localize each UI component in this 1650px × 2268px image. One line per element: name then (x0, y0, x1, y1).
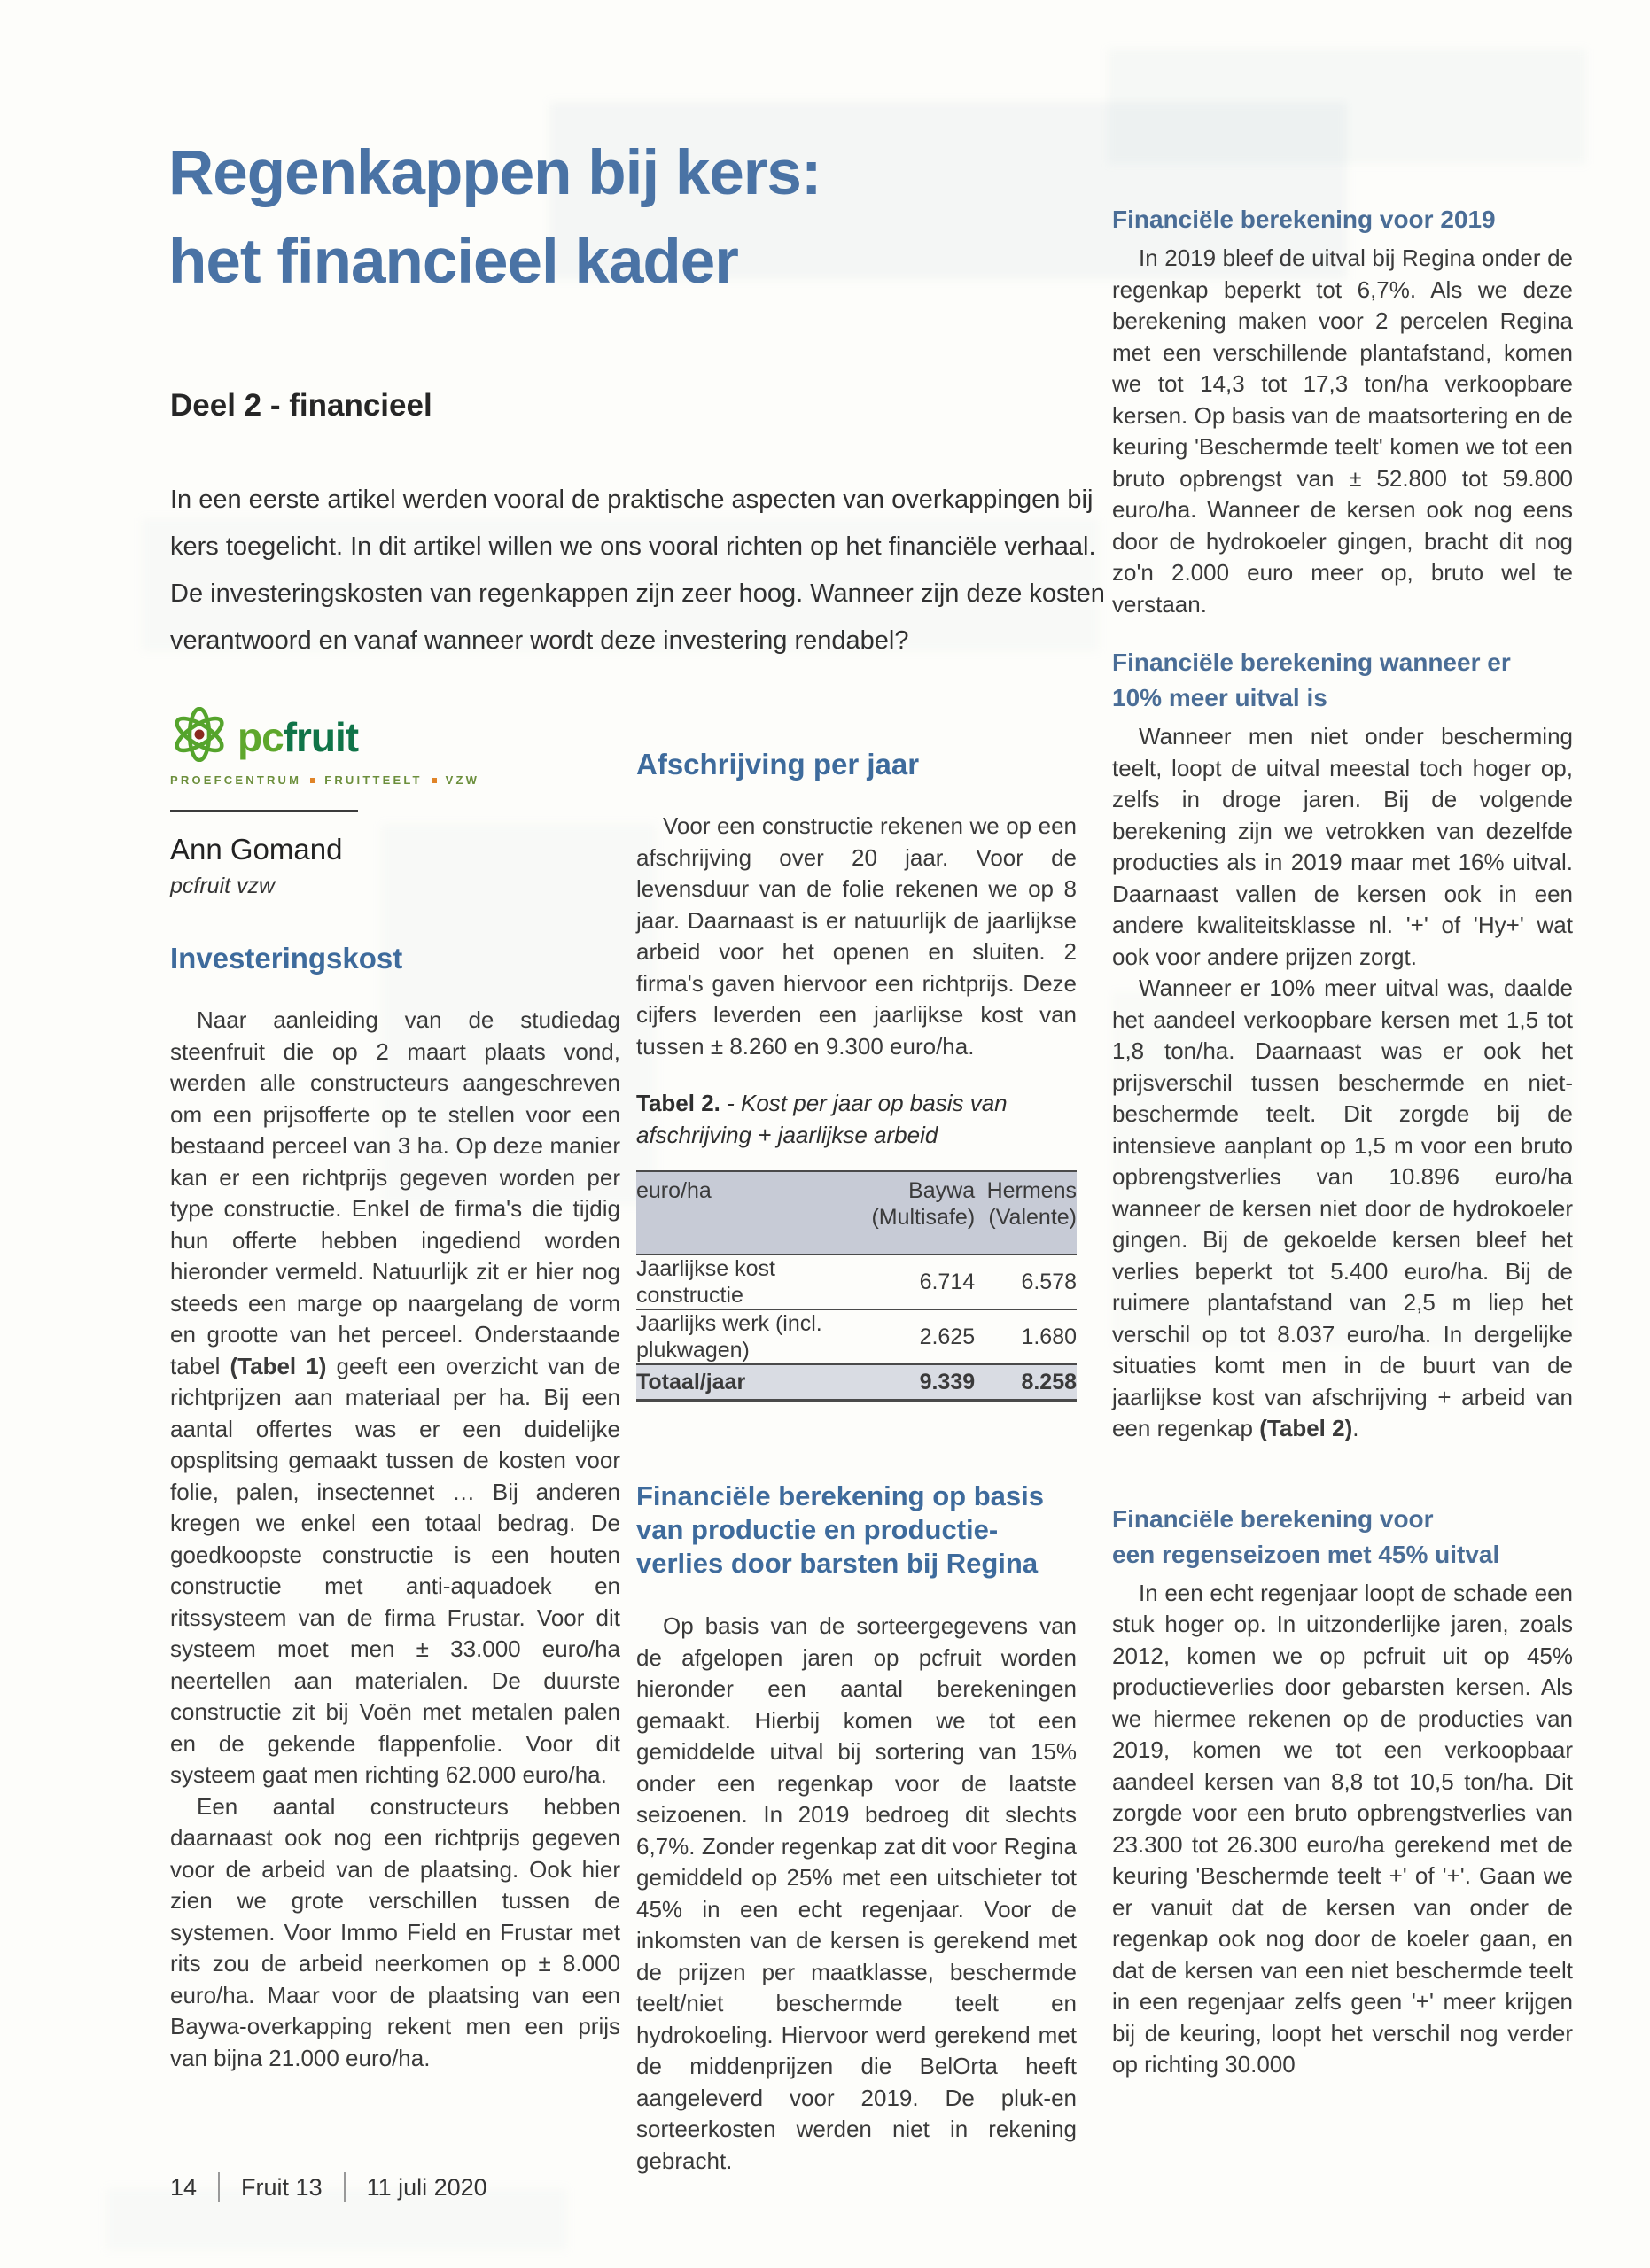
total-value-hermens: 8.258 (975, 1364, 1077, 1401)
column-header-line: Hermens (986, 1178, 1077, 1203)
section-heading-afschrijving: Afschrijving per jaar (636, 748, 920, 781)
section-heading-berekening-2019: Financiële berekening voor 2019 (1112, 206, 1496, 233)
author-divider (170, 810, 358, 812)
article-intro: In een eerste artikel werden vooral de praktische aspecten van overkappingen bij kers toegelicht. In dit artikel willen we ons vooral richten op het financiële verhaal. De investeringskosten van regenkappen zijn zeer hoog. Wanneer zijn deze kosten verantwoord en vanaf wanneer wordt deze investering rendabel? (170, 485, 1105, 655)
right-column-s2-paragraph-1: Wanneer men niet onder bescherming teelt, loopt de uitval meestal toch hoger op, zelfs in droge jaren. Bij de volgende berekening zijn we vetrokken van dezelfde producties als in 2019 maar met 16% uitval. Daarnaast vallen de kersen ook in een andere kwaliteitsklasse nl. '+' of 'Hy+' wat ook voor andere prijzen zorgt. (1112, 723, 1573, 970)
author-affiliation: pcfruit vzw (170, 874, 276, 898)
page-footer (170, 2172, 487, 2202)
paragraph-text: Wanneer er 10% meer uitval was, daalde het aandeel verkoopbare kersen met 1,5 tot 1,8 ton/ha. Daarnaast was er ook het prijsverschil tussen beschermde en niet-beschermde teelt. Dit zorgde bij de intensieve aanplant op 1,5 m voor een bruto opbrengstverlies van 10.896 euro/ha wanneer de kersen niet door de hydrokoeler gingen. Bij de gekoelde kersen bleef het verlies beperkt tot 5.400 euro/ha. Bij de ruimere plantafstand van 2,5 m liep het verschil op tot 8.037 euro/ha. In dergelijke situaties komt men in de buurt van de jaarlijkse kost van afschrijving + arbeid van een regenkap (1112, 975, 1573, 1441)
atom-icon (170, 707, 229, 766)
table1-reference: (Tabel 1) (230, 1352, 327, 1379)
scan-bleed-artifact (1108, 49, 1586, 164)
section-heading-10pct-meer-uitval (1112, 645, 1573, 716)
section-heading-financiele-berekening-regina (636, 1480, 1077, 1581)
right-column (1112, 202, 1573, 2081)
heading-line: een regenseizoen met 45% uitval (1112, 1540, 1500, 1568)
table-header-baywa (858, 1171, 975, 1254)
middle-column-paragraph-2: Op basis van de sorteergegevens van de afgelopen jaren op pcfruit worden hieronder een aantal berekeningen gemaakt. Hierbij komen we tot een gemiddelde uitval bij sortering van 15% onder een regenkap voor de laatste seizoenen. In 2019 bedroeg dit slechts 6,7%. Zonder regenkap zat dit voor Regina gemiddeld op 25% met een uitschieter tot 45% in een echt regenjaar. Voor de inkomsten van de kersen is gerekend met de prijzen per maatklasse, beschermde teelt/niet beschermde teelt en hydrokoeling. Hiervoor werd gerekend met de middenprijzen die BelOrta heeft aangeleverd voor 2019. De pluk-en sorteerkosten werden niet in rekening gebracht. (636, 1612, 1077, 2174)
paragraph-text: . (1352, 1415, 1359, 1441)
table-caption-label: Tabel 2. (636, 1090, 720, 1116)
table-caption-text: - Kost per jaar op basis van afschrijving + jaarlijkse arbeid (636, 1090, 1008, 1148)
table-header-row (636, 1171, 1077, 1254)
column-header-line: (Multisafe) (871, 1205, 976, 1230)
pcfruit-wordmark-fruit: fruit (283, 713, 359, 760)
row-value-hermens: 1.680 (975, 1309, 1077, 1364)
heading-line: Financiële berekening voor (1112, 1504, 1434, 1533)
table-header-hermens (975, 1171, 1077, 1254)
paragraph-text: geeft een overzicht van de richtprijzen aan materiaal per ha. Bij een aantal offertes was er een duidelijke opsplitsing gemaakt tussen de kosten voor folie, palen, insectennet … Bij anderen kregen we enkel een totaal bedrag. De goedkoopste constructie is een houten constructie met anti-aquadoek en ritssysteem van de firma Frustar. Voor dit systeem moet men ± 33.000 euro/ha neertellen aan materialen. De duurste constructie zit bij Voën met metalen palen en de gekende flappenfolie. Voor dit systeem gaat men richting 62.000 euro/ha. (170, 1352, 621, 1788)
footer-divider (344, 2172, 346, 2202)
heading-line: Financiële berekening wanneer er (1112, 649, 1511, 676)
column-header-line: Baywa (908, 1178, 976, 1203)
left-column-paragraph-2: Een aantal constructeurs hebben daarnaast ook nog een richtprijs gegeven voor de arbeid van de plaatsing. Ook hier zien we grote verschillen tussen de systemen. Voor Immo Field en Frustar met rits zou de arbeid neerkomen op ± 8.000 euro/ha. Maar voor de plaatsing van een Baywa-overkapping rekent men een prijs van bijna 21.000 euro/ha. (170, 1792, 620, 2071)
section-heading-regenseizoen-45pct (1112, 1502, 1573, 1573)
table-row (636, 1254, 1077, 1309)
row-label: Jaarlijks werk (incl. plukwagen) (636, 1309, 858, 1364)
logo-subline-word: VZW (445, 773, 480, 787)
article-subtitle: Deel 2 - financieel (170, 388, 432, 423)
article-title-line1: Regenkappen bij kers: (168, 138, 821, 208)
magazine-name: Fruit 13 (241, 2173, 323, 2201)
row-value-baywa: 6.714 (858, 1254, 975, 1309)
total-label: Totaal/jaar (636, 1364, 858, 1401)
table-caption (636, 1087, 1077, 1151)
logo-subline-word: FRUITTEELT (324, 773, 423, 787)
article-title (168, 129, 821, 307)
article-title-line2: het financieel kader (168, 227, 738, 297)
row-label: Jaarlijkse kost constructie (636, 1254, 858, 1309)
logo-subline-word: PROEFCENTRUM (170, 773, 302, 787)
issue-date: 11 juli 2020 (366, 2173, 487, 2201)
table-total-row (636, 1364, 1077, 1401)
left-column (170, 941, 620, 2074)
right-column-s2-paragraph-2 (1112, 973, 1573, 1445)
row-value-hermens: 6.578 (975, 1254, 1077, 1309)
footer-divider (218, 2172, 220, 2202)
page-number: 14 (170, 2173, 198, 2201)
paragraph-text: Naar aanleiding van de studiedag steenfruit die op 2 maart plaats vond, werden alle constructeurs aangeschreven om een prijsofferte op te stellen voor een bestaand perceel van 3 ha. Op deze manier kan er een richtprijs gegeven worden per type constructie. Enkel de firma's die tijdig hun offerte hebben ingediend worden hieronder vermeld. Natuurlijk zit er hier nog steeds een marge op naargelang de vorm en grootte van het perceel. Onderstaande tabel (170, 1006, 620, 1379)
section-heading-investeringskost: Investeringskost (170, 942, 403, 975)
table-row (636, 1309, 1077, 1364)
table-header-unit: euro/ha (636, 1178, 712, 1203)
pcfruit-logo-subline (170, 773, 578, 787)
author-block (170, 707, 578, 899)
total-value-baywa: 9.339 (858, 1364, 975, 1401)
middle-column-paragraph-1: Voor een constructie rekenen we op een afschrijving over 20 jaar. Voor de levensduur van de folie rekenen we op 8 jaar. Daarnaast is er natuurlijk de jaarlijkse arbeid voor het openen en sluiten. 2 firma's gaven hiervoor een richtprijs. Deze cijfers leverden een jaarlijkse kost van tussen ± 8.260 en 9.300 euro/ha. (636, 812, 1077, 1060)
middle-column (636, 747, 1077, 2177)
pcfruit-logo (170, 707, 578, 766)
logo-separator-square (310, 778, 315, 783)
right-column-s3-paragraph: In een echt regenjaar loopt de schade een stuk hoger op. In uitzonderlijke jaren, zoals 2012, komen we op pcfruit uit op 45% productieverlies door gebarsten kersen. Als we hiermee rekenen op de producties van 2019, komen we tot een verkoopbaar aandeel kersen van 8,8 tot 10,5 ton/ha. Dit zorgde voor een bruto opbrengstverlies van 23.300 tot 26.300 euro/ha gerekend met de keuring 'Beschermde teelt +' of '+'. Gaan we er vanuit dat de kersen van onder de regenkap ook nog door de koeler gaan, en dat de kersen van een niet beschermde teelt in een regenjaar zelfs geen '+' meer krijgen bij de keuring, loopt het verschil nog verder op richting 30.000 (1112, 1579, 1573, 2078)
heading-line: verlies door barsten bij Regina (636, 1548, 1039, 1579)
table2-reference: (Tabel 2) (1259, 1415, 1353, 1441)
logo-separator-square (432, 778, 437, 783)
cost-per-year-table (636, 1170, 1077, 1402)
pcfruit-wordmark (237, 713, 359, 760)
column-header-line: (Valente) (988, 1205, 1077, 1230)
author-name: Ann Gomand (170, 833, 343, 866)
right-column-s1-paragraph: In 2019 bleef de uitval bij Regina onder de regenkap beperkt tot 6,7%. Als we deze berekening maken voor 2 percelen Regina met een verschillende plantafstand, komen we tot 14,3 tot 17,3 ton/ha verkoopbare kersen. Op basis van de maatsortering en de keuring 'Beschermde teelt' komen we tot een bruto opbrengst van ± 52.800 tot 59.800 euro/ha. Wanneer de kersen ook nog eens door de hydrokoeler gingen, bracht dit nog zo'n 2.000 euro meer op, bruto wel te verstaan. (1112, 245, 1573, 617)
heading-line: Financiële berekening op basis (636, 1480, 1044, 1511)
heading-line: 10% meer uitval is (1112, 684, 1327, 711)
pcfruit-wordmark-pc: pc (237, 713, 284, 760)
left-column-paragraph-1 (170, 1005, 620, 1791)
row-value-baywa: 2.625 (858, 1309, 975, 1364)
heading-line: van productie en productie- (636, 1514, 999, 1545)
